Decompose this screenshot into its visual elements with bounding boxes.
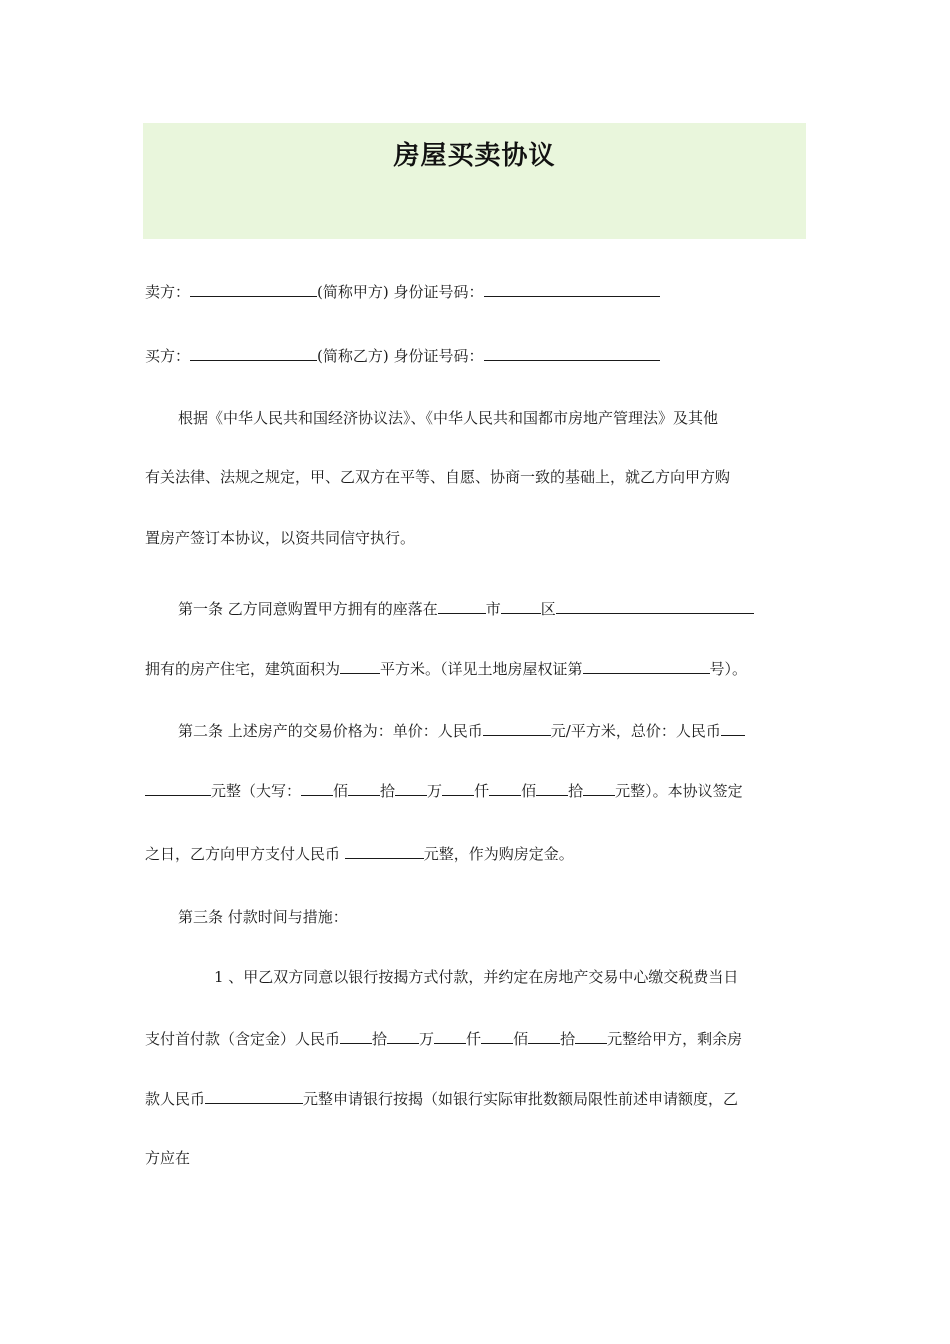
preamble-line-2: 有关法律、法规之规定，甲、乙双方在平等、自愿、协商一致的基础上，就乙方向甲方购: [145, 468, 731, 486]
article2-line-2: [145, 779, 810, 801]
city-label: 市: [485, 600, 501, 618]
article3-item1-line-4: 方应在: [145, 1149, 191, 1167]
deposit-blank[interactable]: [345, 842, 424, 859]
wan-label: 万: [427, 782, 443, 800]
buyer-id-blank[interactable]: [484, 344, 660, 361]
qian-label: 仟: [474, 782, 490, 800]
article1-text-a: 第一条 乙方同意购置甲方拥有的座落在: [178, 600, 438, 618]
total-price-blank-a[interactable]: [721, 719, 745, 736]
deposit-text: 元整，作为购房定金。: [423, 845, 574, 863]
district-blank[interactable]: [501, 597, 541, 614]
article2-end-text: 元整）。本协议签定: [615, 782, 743, 800]
bai-label: 佰: [333, 782, 349, 800]
certificate-no-blank[interactable]: [583, 657, 710, 674]
seller-name-blank[interactable]: [190, 280, 317, 297]
buyer-id-label: 身份证号码：: [388, 347, 484, 365]
certificate-no-suffix: 号）。: [709, 660, 748, 678]
shi2-blank[interactable]: [536, 779, 568, 796]
seller-id-blank[interactable]: [484, 280, 660, 297]
area-blank[interactable]: [340, 657, 380, 674]
document-title: 房屋买卖协议: [393, 141, 556, 171]
seller-line: [145, 280, 810, 302]
dp-qian-blank[interactable]: [434, 1027, 466, 1044]
seller-label: 卖方：: [145, 283, 191, 301]
article2-line-3: [145, 842, 810, 864]
bai2-blank[interactable]: [489, 779, 521, 796]
bai2-label: 佰: [521, 782, 537, 800]
dp-bai-blank[interactable]: [481, 1027, 513, 1044]
sqm-text: 平方米。（详见土地房屋权证第: [380, 660, 583, 678]
article1-line-2: [145, 657, 810, 679]
article2-text-a: 第二条 上述房产的交易价格为：单价：人民币: [178, 722, 483, 740]
remaining-text-b: 元整申请银行按揭（如银行实际审批数额局限性前述申请额度，乙: [303, 1090, 739, 1108]
dp-end-text: 元整给甲方，剩余房: [607, 1030, 743, 1048]
article3-item1-line-1: 1 、甲乙双方同意以银行按揭方式付款，并约定在房地产交易中心缴交税费当日: [214, 968, 739, 986]
article2-text-c: 之日，乙方向甲方支付人民币: [145, 845, 345, 863]
seller-id-label: 身份证号码：: [388, 283, 484, 301]
unit-price-text: 元/平方米，总价：人民币: [550, 722, 721, 740]
remaining-amount-blank[interactable]: [205, 1087, 303, 1104]
shi2-label: 拾: [568, 782, 584, 800]
article3-item1-line-2: [145, 1027, 810, 1049]
address-blank[interactable]: [556, 597, 754, 614]
yuan-blank[interactable]: [583, 779, 615, 796]
dp-shi-blank[interactable]: [340, 1027, 372, 1044]
dp-yuan-blank[interactable]: [575, 1027, 607, 1044]
buyer-line: [145, 344, 810, 366]
dp-shi2-blank[interactable]: [528, 1027, 560, 1044]
district-label: 区: [540, 600, 556, 618]
article1-line-1: [178, 597, 808, 619]
dp-shi-label: 拾: [372, 1030, 388, 1048]
unit-price-blank[interactable]: [483, 719, 551, 736]
total-yuan-text: 元整（大写：: [211, 782, 302, 800]
preamble-line-1: 根据《中华人民共和国经济协议法》、《中华人民共和国都市房地产管理法》及其他: [178, 409, 719, 427]
buyer-abbr: (简称乙方): [317, 347, 389, 365]
shi-blank[interactable]: [348, 779, 380, 796]
dp-wan-blank[interactable]: [387, 1027, 419, 1044]
shi-label: 拾: [380, 782, 396, 800]
remaining-text-a: 款人民币: [145, 1090, 206, 1108]
wan-blank[interactable]: [395, 779, 427, 796]
dp-shi2-label: 拾: [560, 1030, 576, 1048]
dp-wan-label: 万: [419, 1030, 435, 1048]
buyer-name-blank[interactable]: [190, 344, 317, 361]
preamble-line-3: 置房产签订本协议，以资共同信守执行。: [145, 529, 416, 547]
article2-line-1: [178, 719, 808, 741]
city-blank[interactable]: [438, 597, 486, 614]
dp-qian-label: 仟: [466, 1030, 482, 1048]
bai-blank[interactable]: [301, 779, 333, 796]
total-price-blank-b[interactable]: [145, 779, 211, 796]
article1-text-b: 拥有的房产住宅，建筑面积为: [145, 660, 341, 678]
qian-blank[interactable]: [442, 779, 474, 796]
article3-title: 第三条 付款时间与措施：: [178, 908, 348, 926]
seller-abbr: (简称甲方): [317, 283, 389, 301]
dp-bai-label: 佰: [513, 1030, 529, 1048]
title-banner: [143, 123, 806, 239]
down-payment-text: 支付首付款（含定金）人民币: [145, 1030, 341, 1048]
buyer-label: 买方：: [145, 347, 191, 365]
article3-item1-line-3: [145, 1087, 810, 1109]
